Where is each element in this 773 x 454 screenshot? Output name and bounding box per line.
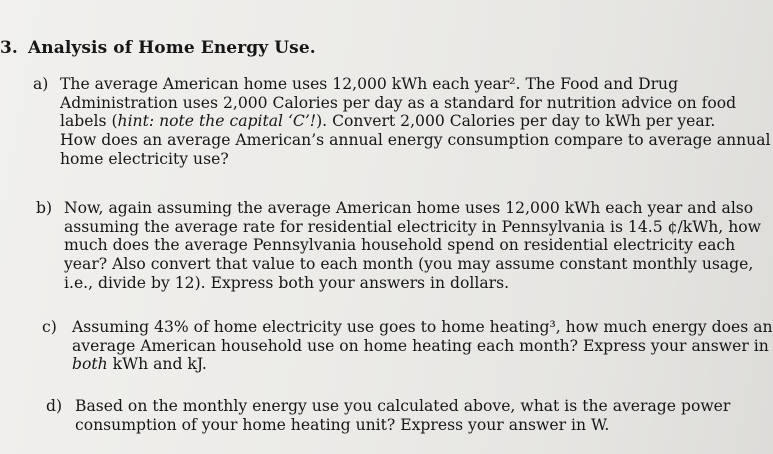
part-c-label: c) xyxy=(42,318,57,336)
part-b-line-3: much does the average Pennsylvania household spend on residential electricity each xyxy=(64,236,736,255)
part-d-line-1: Based on the monthly energy use you calculated above, what is the average power xyxy=(75,397,731,415)
part-b xyxy=(36,199,761,294)
problem-title: Analysis of Home Energy Use. xyxy=(27,38,316,58)
part-c-line-1: Assuming 43% of home electricity use goes to home heating³, how much energy does an xyxy=(72,318,773,336)
part-c-line-3-rest: kWh and kJ. xyxy=(107,355,207,374)
part-b-line-4: year? Also convert that value to each month (you may assume constant monthly usage, xyxy=(64,255,754,274)
part-c-line-2: average American household use on home heating each month? Express your answer in xyxy=(72,336,769,355)
part-a-line-3: labels (hint: note the capital ‘C’!). Convert 2,000 Calories per day to kWh per year. xyxy=(60,112,716,131)
part-b-line-5: i.e., divide by 12). Express both your answers in dollars. xyxy=(64,273,510,292)
part-a-line-5: home electricity use? xyxy=(60,149,229,168)
part-a-line-1: The average American home uses 12,000 kWh each year². The Food and Drug xyxy=(60,75,679,93)
part-b-line-1: Now, again assuming the average American home uses 12,000 kWh each year and also xyxy=(64,199,754,217)
part-d-line-2: consumption of your home heating unit? Express your answer in W. xyxy=(75,415,610,434)
part-a-line-4: How does an average American’s annual energy consumption compare to average annual xyxy=(60,131,771,150)
part-d xyxy=(46,397,731,437)
part-a-line-2: Administration uses 2,000 Calories per day as a standard for nutrition advice on food xyxy=(60,93,737,112)
problem-number: 3. xyxy=(0,38,18,58)
problem-heading xyxy=(0,38,316,58)
part-c-emphasis-both: both xyxy=(72,355,108,374)
part-b-line-2: assuming the average rate for residential electricity in Pennsylvania is 14.5 ¢/kWh, how xyxy=(64,217,761,236)
part-a xyxy=(33,75,771,170)
hint-text: hint: note the capital ‘C’! xyxy=(117,112,317,131)
part-b-label: b) xyxy=(36,199,53,217)
part-c xyxy=(42,318,773,376)
part-c-line-3 xyxy=(72,355,773,374)
part-a-label: a) xyxy=(33,75,49,93)
part-d-label: d) xyxy=(46,397,63,415)
